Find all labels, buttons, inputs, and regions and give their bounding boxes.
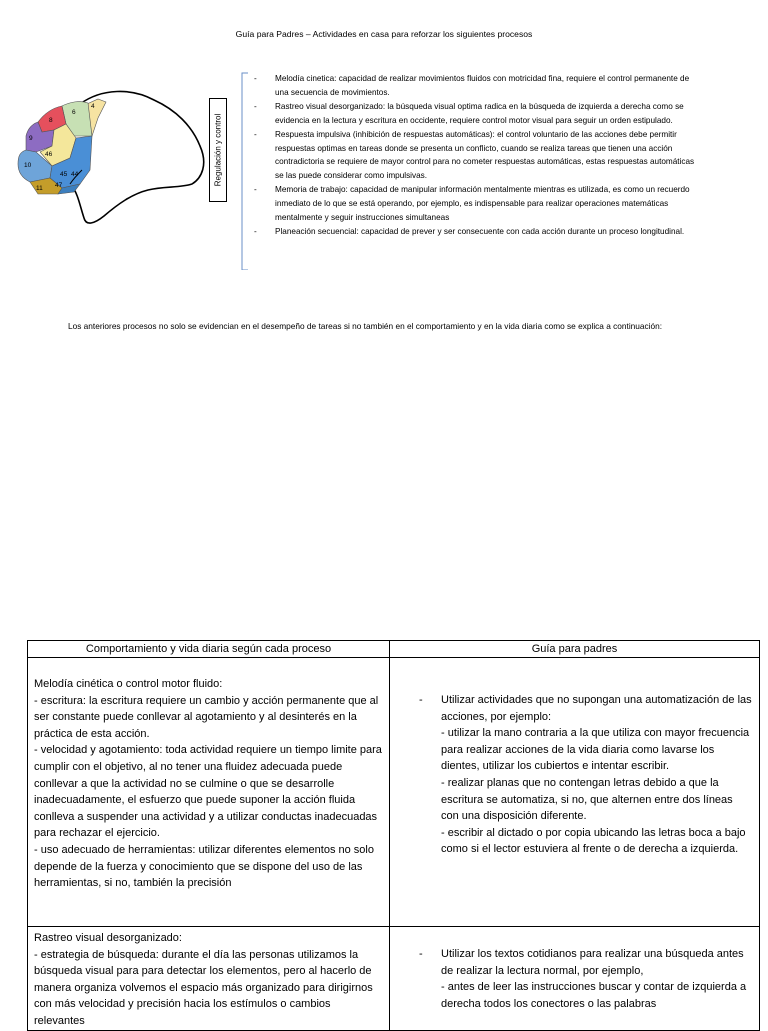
- area-label: 44: [71, 171, 79, 178]
- area-label: 4: [91, 103, 95, 110]
- table-header-row: [28, 641, 760, 658]
- area-label: 11: [36, 185, 43, 192]
- column-header-behavior: Comportamiento y vida diaria según cada proceso: [28, 641, 390, 658]
- bullet-dash: -: [419, 694, 423, 706]
- area-label: 8: [49, 117, 53, 124]
- area-label: 45: [60, 171, 68, 178]
- area-label: 47: [55, 182, 63, 189]
- area-label: 6: [72, 109, 76, 116]
- table-row: [28, 658, 760, 927]
- column-header-guide: Guía para padres: [390, 641, 760, 658]
- behavior-text: Rastreo visual desorganizado: - estrategia de búsqueda: durante el día las personas utilizamos la búsqueda visual para para detectar los elementos, pero al hacerlo de manera organiza volvemos el espacio más organizado para dirigirnos con más velocidad y precisión hacia los estímulos o cambios relevantes: [34, 932, 373, 1027]
- definition-item: - Planeación secuencial: capacidad de prever y ser consecuente con cada acción durante un proceso longitudinal.: [252, 225, 704, 239]
- area-label: 46: [45, 151, 53, 158]
- area-label: 10: [24, 162, 32, 169]
- definition-item: - Respuesta impulsiva (inhibición de respuestas automáticas): el control voluntario de las acciones debe permitir respuestas optimas en tareas donde se presenta un conflicto, cuando se realiza tareas que tienen una acción contradictoria se requiere de mayor control para no cometer respuestas automáticas, estas respuestas automáticas se las puede considerar como impulsivas.: [252, 128, 704, 184]
- guide-text: Utilizar los textos cotidianos para realizar una búsqueda antes de realizar la lectura normal, por ejemplo, - antes de leer las instrucciones buscar y contar de izquierda a derecha todos los conectores o las palabras: [441, 948, 747, 1010]
- bullet-dash: -: [419, 948, 423, 960]
- process-definitions-list: [252, 72, 704, 239]
- area-label: 9: [29, 135, 33, 142]
- brain-lobes-figure: [14, 66, 216, 230]
- guide-cell: [390, 658, 760, 927]
- guide-text: Utilizar actividades que no supongan una automatización de las acciones, por ejemplo: - utilizar la mano contraria a la que utiliza con mayor frecuencia para realizar acciones de la vida diaria como lavarse los dientes, utilizar los cubiertos e intentar escribir. - realizar planas que no contengan letras debido a que la escritura se automatiza, si no, que alternen entre dos líneas con una disposición diferente. - escribir al dictado o por copia ubicando las letras boca a bajo como si el lector estuviera al frente o de derecha a izquierda.: [441, 694, 752, 856]
- regulation-control-label: Regulación y control: [213, 113, 223, 187]
- intro-paragraph: Los anteriores procesos no solo se evidencian en el desempeño de tareas si no también en el comportamiento y en la vida diaria como se explica a continuación:: [68, 321, 663, 331]
- regulation-control-box: [209, 98, 227, 202]
- bracket: [236, 72, 250, 270]
- guide-cell: [390, 927, 760, 1031]
- behavior-text: Melodía cinética o control motor fluido: - escritura: la escritura requiere un cambio y acción permanente que al ser constante puede conllevar al agotamiento y al desinterés en la práctica de esta acción. - velocidad y agotamiento: toda actividad requiere un tiempo limite para cumplir con el objetivo, al no tener una fluidez adecuada puede conllevar a que la actividad no se culmine o que se desarrolle inadecuadamente, el esfuerzo que puede suponer la acción fluida conlleva a suspender una actividad y a utilizar conductas inadecuadas para rechazar el ejercicio. - uso adecuado de herramientas: utilizar diferentes elementos no solo depende de la fuerza y conocimiento que se dispone del uso de las herramientas, si no, también la precisión: [34, 678, 382, 890]
- definition-item: - Melodía cinetica: capacidad de realizar movimientos fluidos con motricidad fina, requiere el control permanente de una secuencia de movimientos.: [252, 72, 704, 100]
- processes-table: [27, 640, 760, 1031]
- definition-item: - Memoria de trabajo: capacidad de manipular información mentalmente mientras es utilizada, es como un recuerdo inmediato de lo que se está operando, por ejemplo, es indispensable para realizar operaciones matemáticas mentalmente y seguir instrucciones simultaneas: [252, 183, 704, 225]
- document-title: Guía para Padres – Actividades en casa para reforzar los siguientes procesos: [235, 29, 533, 39]
- table-row: [28, 927, 760, 1031]
- behavior-cell: [28, 927, 390, 1031]
- definition-item: - Rastreo visual desorganizado: la búsqueda visual optima radica en la búsqueda de izquierda a derecha como se evidencia en la lectura y escritura en occidente, requiere control motor visual para seguir un orden estipulado.: [252, 100, 704, 128]
- behavior-cell: [28, 658, 390, 927]
